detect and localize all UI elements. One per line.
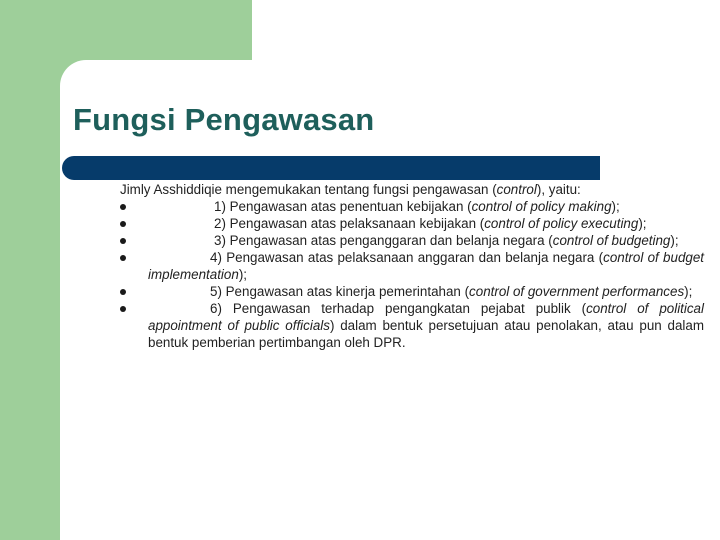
bullet-icon	[120, 221, 126, 227]
bullet-icon	[120, 238, 126, 244]
bullet-icon	[120, 306, 126, 312]
list-item: 1) Pengawasan atas penentuan kebijakan (control of policy making);	[120, 198, 704, 215]
title-underline-bar	[62, 156, 600, 180]
list-item: 4) Pengawasan atas pelaksanaan anggaran dan belanja negara (control of budget implementation);	[120, 249, 704, 283]
bullet-icon	[120, 289, 126, 295]
slide-title: Fungsi Pengawasan	[73, 102, 375, 137]
list-item: 3) Pengawasan atas penganggaran dan belanja negara (control of budgeting);	[120, 232, 704, 249]
intro-text: Jimly Asshiddiqie mengemukakan tentang fungsi pengawasan (control), yaitu:	[120, 182, 581, 197]
bullet-icon	[120, 204, 126, 210]
bullet-icon	[120, 255, 126, 261]
list-item: 2) Pengawasan atas pelaksanaan kebijakan (control of policy executing);	[120, 215, 704, 232]
slide-body	[120, 181, 704, 351]
list-item: 6) Pengawasan terhadap pengangkatan pejabat publik (control of political appointment of public officials) dalam bentuk persetujuan atau penolakan, atau pun dalam bentuk pemberian pertimbangan oleh DPR.	[120, 300, 704, 351]
list-item: 5) Pengawasan atas kinerja pemerintahan (control of government performances);	[120, 283, 704, 300]
